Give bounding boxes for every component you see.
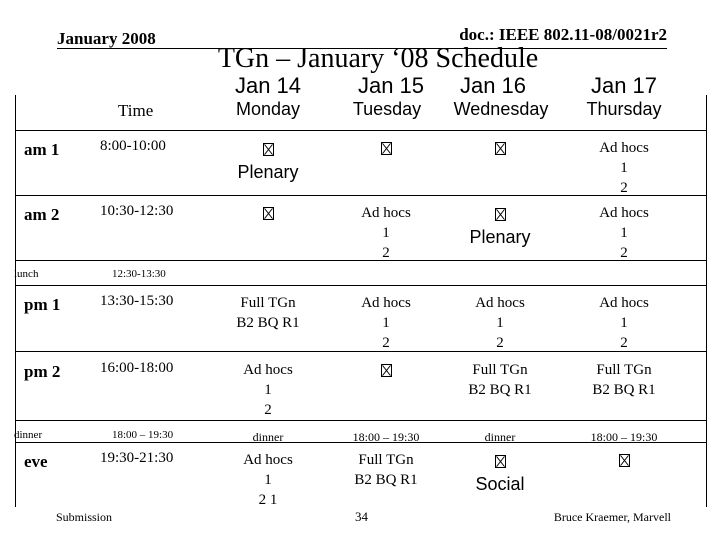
row-time: 8:00-10:00 xyxy=(100,138,166,154)
cell-line: Ad hocs xyxy=(599,140,649,156)
schedule-cell xyxy=(440,360,560,400)
day-name-2: Tuesday xyxy=(352,99,422,119)
cell-line: Plenary xyxy=(237,162,299,182)
cell-line: 2 xyxy=(496,335,504,351)
cancelled-box-icon xyxy=(263,143,274,156)
cell-line: 2 xyxy=(620,245,628,261)
row-slot-label: pm 1 xyxy=(24,295,61,314)
cell-line: 1 xyxy=(382,225,390,241)
schedule-cell xyxy=(564,293,684,353)
row-slot-label: pm 2 xyxy=(24,362,61,381)
row-slot-label: am 2 xyxy=(24,205,60,224)
cell-line: Ad hocs xyxy=(599,205,649,221)
cell-line: B2 BQ R1 xyxy=(468,382,532,398)
cell-line: Ad hocs xyxy=(475,295,525,311)
day-name-1: Monday xyxy=(235,99,301,119)
row-slot-label: am 1 xyxy=(24,140,60,159)
cell-line: dinner xyxy=(484,430,516,444)
schedule-cell xyxy=(326,427,446,447)
row-time: 16:00-18:00 xyxy=(100,360,174,376)
schedule-cell xyxy=(564,203,684,263)
cell-line: Full TGn xyxy=(596,362,652,378)
cell-line: Ad hocs xyxy=(599,295,649,311)
cell-line: Plenary xyxy=(469,227,531,247)
cancelled-box-icon xyxy=(619,454,630,467)
schedule-cell xyxy=(440,450,560,494)
cell-line: 18:00 – 19:30 xyxy=(590,430,658,444)
cancelled-box-icon xyxy=(495,208,506,221)
page-title: TGn – January ‘08 Schedule xyxy=(217,43,539,74)
footer-page-number: 34 xyxy=(355,509,368,524)
cell-line: 1 xyxy=(620,160,628,176)
day-date-3: Jan 16 xyxy=(459,73,527,98)
cancelled-box-icon xyxy=(495,142,506,155)
cell-line: 2 xyxy=(382,245,390,261)
cell-line: Ad hocs xyxy=(243,452,293,468)
cell-line: B2 BQ R1 xyxy=(236,315,300,331)
schedule-cell xyxy=(440,138,560,158)
day-name-4: Thursday xyxy=(586,99,662,119)
cancelled-box-icon xyxy=(381,364,392,377)
cell-line: 1 xyxy=(496,315,504,331)
row-slot-label: dinner xyxy=(14,429,43,441)
schedule-cell xyxy=(564,427,684,447)
row-time: 19:30-21:30 xyxy=(100,450,174,466)
row-time: 13:30-15:30 xyxy=(100,293,174,309)
cell-line: 2 xyxy=(620,335,628,351)
row-time: 10:30-12:30 xyxy=(100,203,174,219)
cell-line: Ad hocs xyxy=(361,295,411,311)
cell-line: 1 xyxy=(620,315,628,331)
day-name-3: Wednesday xyxy=(453,99,549,119)
day-date-2: Jan 15 xyxy=(357,73,425,98)
cell-line: 18:00 – 19:30 xyxy=(352,430,420,444)
cell-line: Full TGn xyxy=(472,362,528,378)
cell-line: B2 BQ R1 xyxy=(354,472,418,488)
schedule-cell xyxy=(564,360,684,400)
schedule-cell xyxy=(208,293,328,333)
schedule-cell xyxy=(208,138,328,182)
cell-line: 2 xyxy=(382,335,390,351)
cell-line: 2 1 xyxy=(258,492,278,508)
schedule-cell xyxy=(564,138,684,198)
header-doc-id: doc.: IEEE 802.11-08/0021r2 xyxy=(459,25,667,44)
cell-line: 2 xyxy=(264,402,272,418)
schedule-cell xyxy=(440,427,560,447)
cell-line: 1 xyxy=(382,315,390,331)
schedule-cell xyxy=(326,138,446,158)
cell-line: dinner xyxy=(252,430,284,444)
row-time: 18:00 – 19:30 xyxy=(112,429,174,441)
row-time: 12:30-13:30 xyxy=(112,268,166,280)
schedule-cell xyxy=(208,360,328,420)
schedule-cell xyxy=(208,450,328,510)
schedule-cell xyxy=(326,293,446,353)
day-date-1: Jan 14 xyxy=(234,73,302,98)
schedule-cell xyxy=(326,203,446,263)
cancelled-box-icon xyxy=(381,142,392,155)
schedule-cell xyxy=(326,360,446,380)
cell-line: Full TGn xyxy=(358,452,414,468)
footer-submission: Submission xyxy=(56,510,113,524)
time-column-header: Time xyxy=(118,101,154,120)
day-date-4: Jan 17 xyxy=(590,73,658,98)
cell-line: 1 xyxy=(620,225,628,241)
cell-line: 1 xyxy=(264,382,272,398)
cell-line: 2 xyxy=(620,180,628,196)
cell-line: Social xyxy=(475,474,525,494)
cell-line: 1 xyxy=(264,472,272,488)
schedule-cell xyxy=(440,293,560,353)
schedule-cell xyxy=(564,450,684,470)
schedule-cell xyxy=(208,427,328,447)
schedule-cell xyxy=(326,450,446,490)
schedule-cell xyxy=(440,203,560,247)
row-slot-label: lunch xyxy=(14,268,39,280)
row-slot-label: eve xyxy=(24,452,48,471)
cell-line: Full TGn xyxy=(240,295,296,311)
schedule-cell xyxy=(208,203,328,223)
footer-author: Bruce Kraemer, Marvell xyxy=(553,510,671,524)
cell-line: B2 BQ R1 xyxy=(592,382,656,398)
cell-line: Ad hocs xyxy=(243,362,293,378)
cell-line: Ad hocs xyxy=(361,205,411,221)
header-date: January 2008 xyxy=(57,29,156,48)
cancelled-box-icon xyxy=(263,207,274,220)
cancelled-box-icon xyxy=(495,455,506,468)
